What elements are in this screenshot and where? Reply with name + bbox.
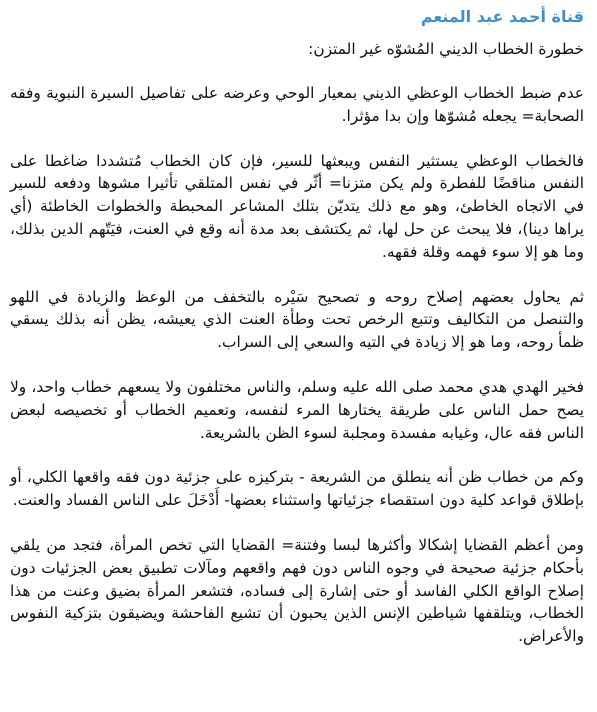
post-paragraph-3: ثم يحاول بعضهم إصلاح روحه و تصحيح سَيْره بالتخفف من الوعظ والزيادة في اللهو والتنصل من التكاليف وتتبع الرخص تحت وطأة العنت الذي يعيشه، يظن أنه بذلك يسقي ظمأ روحه، وما هو إلا زيادة في التيه والسعي إلى السراب.	[10, 287, 584, 352]
post-paragraph-5: وكم من خطاب ظن أنه ينطلق من الشريعة - بتركيزه على جزئية دون فقه واقعها الكلي، أو بإطلاق قواعد كلية دون استقصاء جزئياتها واستثناء بعضها- أَدْخَلَ على الناس الفساد والعنت.	[10, 468, 584, 510]
post-paragraph-4: فخير الهدي هدي محمد صلى الله عليه وسلم، والناس مختلفون ولا يسعهم خطاب واحد، ولا يصح حمل الناس على طريقة يختارها المرء لنفسه، وتعميم الخطاب أو تخصيصه لبعض الناس فقه عال، وغيابه مفسدة ومجلبة لسوء الظن بالشريعة.	[10, 377, 584, 442]
post-paragraph-1: عدم ضبط الخطاب الوعظي الديني بمعيار الوحي وعرضه على تفاصيل السيرة النبوية وفقه الصحابة= يجعله مُشوّها وإن بدا مؤثرا.	[10, 84, 584, 125]
channel-name[interactable]: قناة أحمد عبد المنعم	[420, 7, 584, 26]
post-title: خطورة الخطاب الديني المُشوّه غير المتزن:	[308, 40, 584, 58]
post-paragraph-2: فالخطاب الوعظي يستثير النفس ويبعثها للسير، فإن كان الخطاب مُتشددا ضاغطا على النفس مناقضًا للفطرة ولم يكن متزنا= أثّر في نفس المتلقي تأثيرا مشوها ودفعه للسير في الاتجاه الخاطئ، وهو مع ذلك يتديّن بتلك المشاعر المحبطة والخطوات الخاطئة (أي يراها دينا)، فلا يبحث عن حل لها، ثم يكتشف بعد مدة أنه وقع في العنت، فيَتّهم الدين بذلك، وما هو إلا سوء فهمه وقلة فقهه.	[10, 151, 584, 261]
post-paragraph-6: ومن أعظم القضايا إشكالا وأكثرها لبسا وفتنة= القضايا التي تخص المرأة، فتجد من يلقي بأحكام جزئية صحيحة في وجوه الناس دون فهم واقعهم ومآلات تطبيق بعض الجزئيات دون إصلاح الواقع الكلي الفاسد أو حتى إشارة إلى فساده، فتشعر المرأة بضيق وعنت من هذا الخطاب، ويتلقفها شياطين الإنس الذين يحبون أن تشيع الفاحشة ويضيقون بتزكية النفوس والأعراض.	[10, 535, 584, 646]
